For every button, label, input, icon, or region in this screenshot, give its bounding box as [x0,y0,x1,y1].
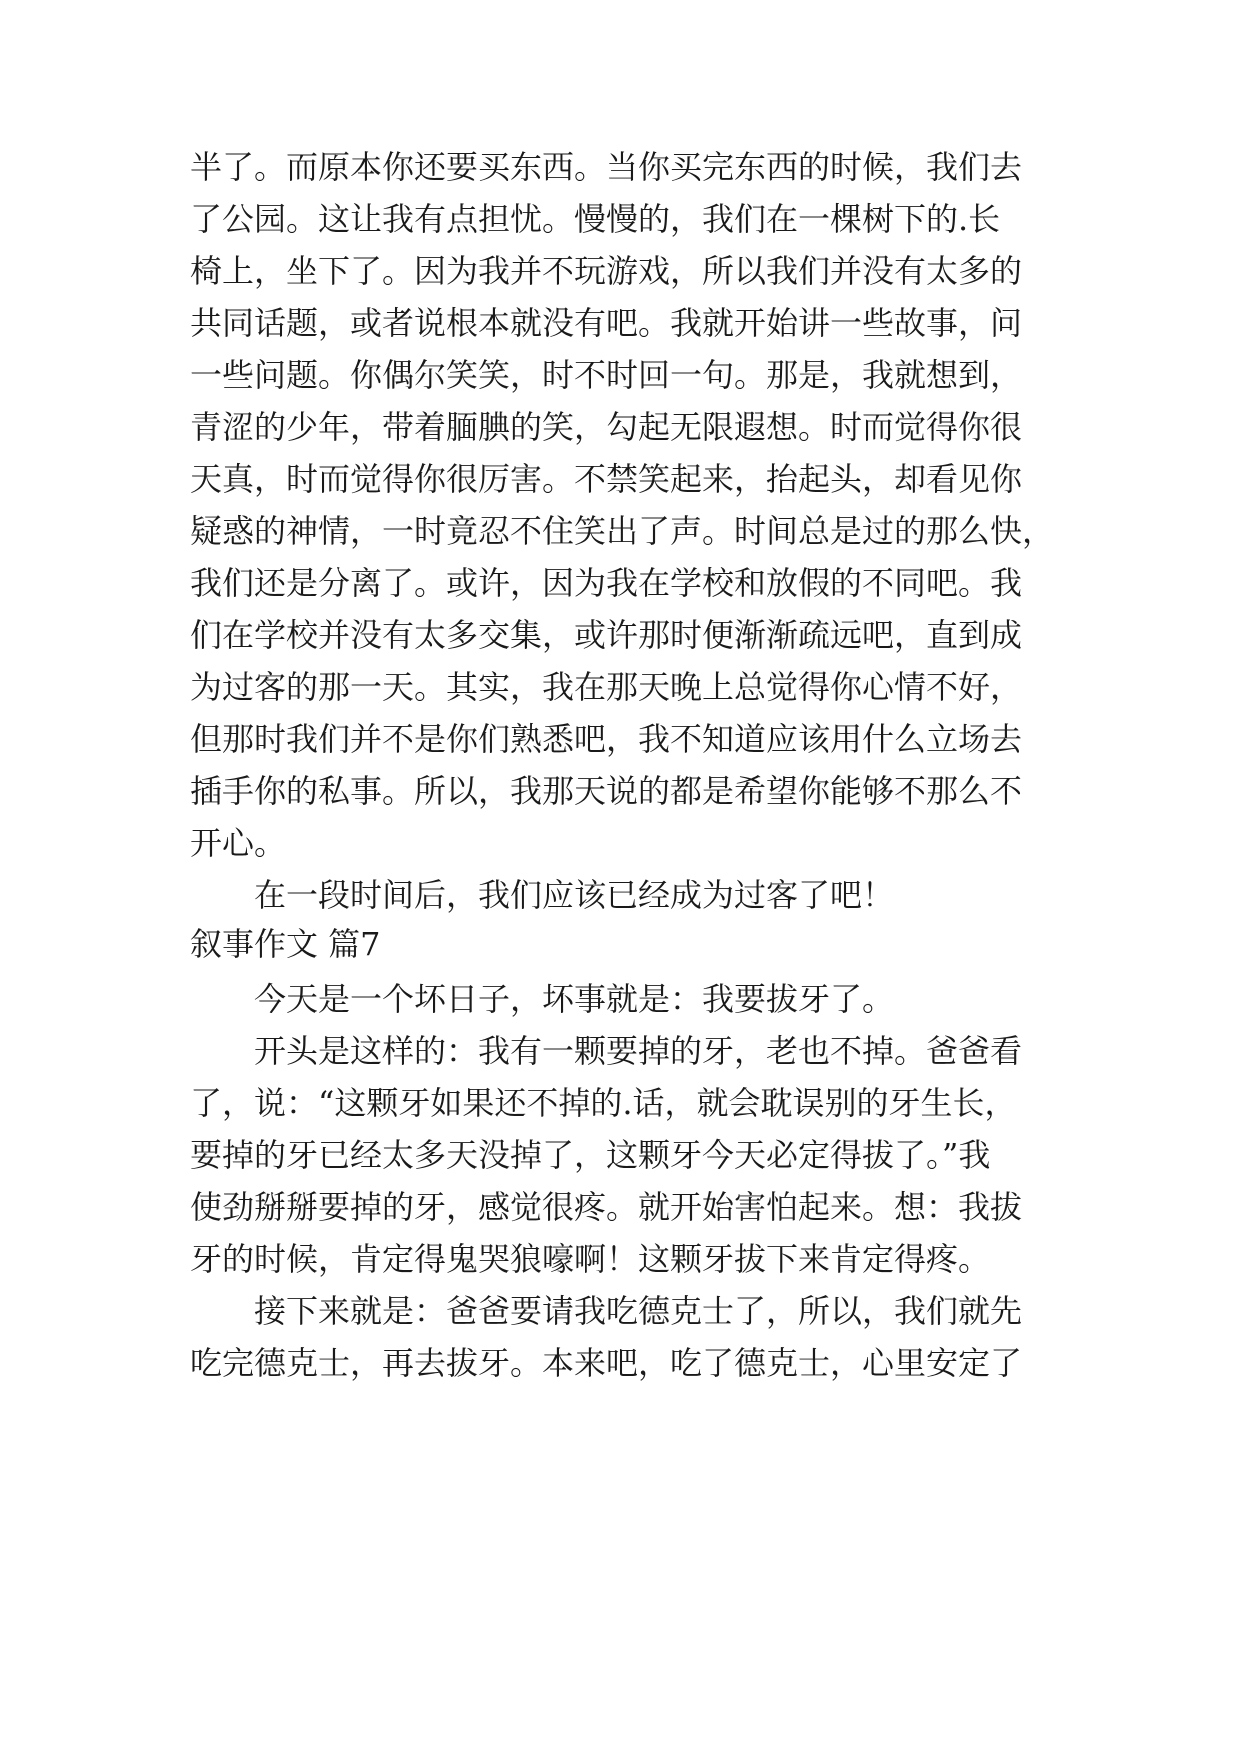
paragraph-line: 天真，时而觉得你很厉害。不禁笑起来，抬起头，却看见你 [190,460,1023,498]
paragraph-line: 使劲掰掰要掉的牙，感觉很疼。就开始害怕起来。想：我拔 [190,1188,1023,1226]
paragraph-line: 牙的时候，肯定得鬼哭狼嚎啊！这颗牙拔下来肯定得疼。 [190,1240,991,1278]
paragraph-line: 疑惑的神情，一时竟忍不住笑出了声。时间总是过的那么快， [190,512,1055,550]
paragraph-line: 们在学校并没有太多交集，或许那时便渐渐疏远吧，直到成 [190,616,1023,654]
paragraph-line: 椅上，坐下了。因为我并不玩游戏，所以我们并没有太多的 [190,252,1023,290]
paragraph-line: 接下来就是：爸爸要请我吃德克士了，所以，我们就先 [254,1292,1023,1330]
paragraph-line: 开头是这样的：我有一颗要掉的牙，老也不掉。爸爸看 [254,1032,1023,1070]
paragraph-line: 在一段时间后，我们应该已经成为过客了吧！ [254,876,895,914]
paragraph-line: 插手你的私事。所以，我那天说的都是希望你能够不那么不 [190,772,1023,810]
paragraph-line: 一些问题。你偶尔笑笑，时不时回一句。那是，我就想到， [190,356,1023,394]
paragraph-line: 为过客的那一天。其实，我在那天晚上总觉得你心情不好， [190,668,1023,706]
paragraph-line: 了公园。这让我有点担忧。慢慢的，我们在一棵树下的.长 [190,200,1001,238]
paragraph-line: 了，说：“这颗牙如果还不掉的.话，就会耽误别的牙生长， [190,1084,1017,1122]
paragraph-line: 共同话题，或者说根本就没有吧。我就开始讲一些故事，问 [190,304,1023,342]
paragraph-line: 半了。而原本你还要买东西。当你买完东西的时候，我们去 [190,148,1023,186]
paragraph-line: 我们还是分离了。或许，因为我在学校和放假的不同吧。我 [190,564,1023,602]
paragraph-line: 今天是一个坏日子，坏事就是：我要拔牙了。 [254,980,895,1018]
paragraph-line: 要掉的牙已经太多天没掉了，这颗牙今天必定得拔了。”我 [190,1136,991,1174]
paragraph-line: 开心。 [190,824,287,862]
section-heading: 叙事作文 篇7 [190,925,381,963]
paragraph-line: 青涩的少年，带着腼腆的笑，勾起无限遐想。时而觉得你很 [190,408,1023,446]
paragraph-line: 但那时我们并不是你们熟悉吧，我不知道应该用什么立场去 [190,720,1023,758]
paragraph-line: 吃完德克士，再去拔牙。本来吧，吃了德克士，心里安定了 [190,1344,1023,1382]
